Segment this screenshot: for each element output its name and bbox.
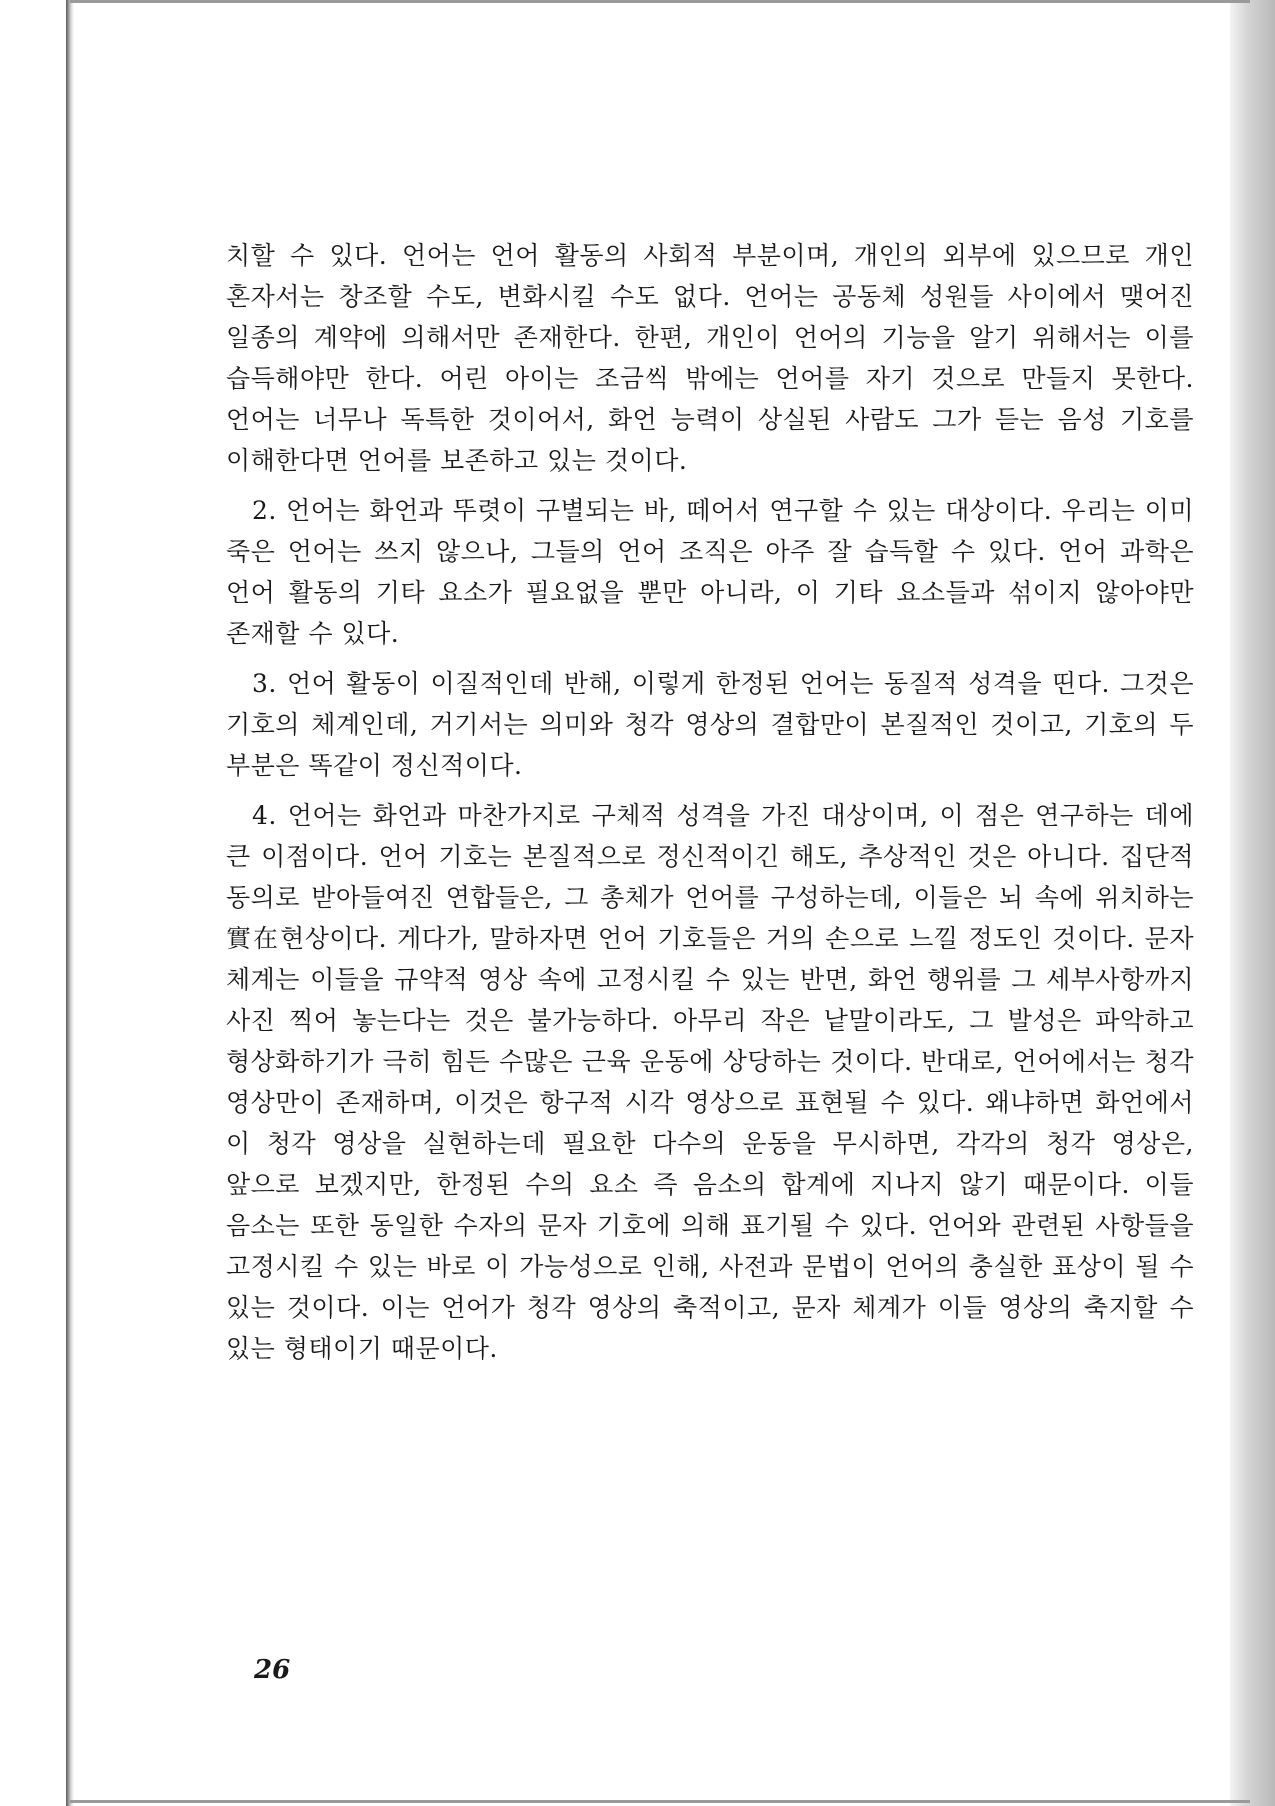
page-top-border xyxy=(70,0,1250,3)
page-shadow xyxy=(1230,0,1275,1806)
page-bottom-border xyxy=(70,1800,1250,1803)
page-body-text xyxy=(226,235,1194,1378)
paragraph-point-3: 3. 언어 활동이 이질적인데 반해, 이렇게 한정된 언어는 동질적 성격을 띤다. 그것은 기호의 체계인데, 거기서는 의미와 청각 영상의 결합만이 본질적인 것이고, 기호의 두 부분은 똑같이 정신적이다. xyxy=(226,669,1194,780)
paragraph-continuation: 치할 수 있다. 언어는 언어 활동의 사회적 부분이며, 개인의 외부에 있으므로 개인 혼자서는 창조할 수도, 변화시킬 수도 없다. 언어는 공동체 성원들 사이에서 맺어진 일종의 계약에 의해서만 존재한다. 한편, 개인이 언어의 기능을 알기 위해서는 이를 습득해야만 한다. 어린 아이는 조금씩 밖에는 언어를 자기 것으로 만들지 못한다. 언어는 너무나 독특한 것이어서, 화언 능력이 상실된 사람도 그가 듣는 음성 기호를 이해한다면 언어를 보존하고 있는 것이다. xyxy=(226,241,1194,475)
paragraph-point-2: 2. 언어는 화언과 뚜렷이 구별되는 바, 떼어서 연구할 수 있는 대상이다. 우리는 이미 죽은 언어는 쓰지 않으나, 그들의 언어 조직은 아주 잘 습득할 수 있다. 언어 과학은 언어 활동의 기타 요소가 필요없을 뿐만 아니라, 이 기타 요소들과 섞이지 않아야만 존재할 수 있다. xyxy=(226,496,1194,648)
page-binding-edge xyxy=(66,0,74,1806)
page-number: 26 xyxy=(254,1655,291,1685)
book-page xyxy=(74,3,1230,1800)
paragraph-point-4: 4. 언어는 화언과 마찬가지로 구체적 성격을 가진 대상이며, 이 점은 연구하는 데에 큰 이점이다. 언어 기호는 본질적으로 정신적이긴 해도, 추상적인 것은 아니다. 집단적 동의로 받아들여진 연합들은, 그 총체가 언어를 구성하는데, 이들은 뇌 속에 위치하는 實在현상이다. 게다가, 말하자면 언어 기호들은 거의 손으로 느낄 정도인 것이다. 문자 체계는 이들을 규약적 영상 속에 고정시킬 수 있는 반면, 화언 행위를 그 세부사항까지 사진 찍어 놓는다는 것은 불가능하다. 아무리 작은 낱말이라도, 그 발성은 파악하고 형상화하기가 극히 힘든 수많은 근육 운동에 상당하는 것이다. 반대로, 언어에서는 청각 영상만이 존재하며, 이것은 항구적 시각 영상으로 표현될 수 있다. 왜냐하면 화언에서 이 청각 영상을 실현하는데 필요한 다수의 운동을 무시하면, 각각의 청각 영상은, 앞으로 보겠지만, 한정된 수의 요소 즉 음소의 합계에 지나지 않기 때문이다. 이들 음소는 또한 동일한 수자의 문자 기호에 의해 표기될 수 있다. 언어와 관련된 사항들을 고정시킬 수 있는 바로 이 가능성으로 인해, 사전과 문법이 언어의 충실한 표상이 될 수 있는 것이다. 이는 언어가 청각 영상의 축적이고, 문자 체계가 이들 영상의 축지할 수 있는 형태이기 때문이다. xyxy=(226,801,1194,1363)
